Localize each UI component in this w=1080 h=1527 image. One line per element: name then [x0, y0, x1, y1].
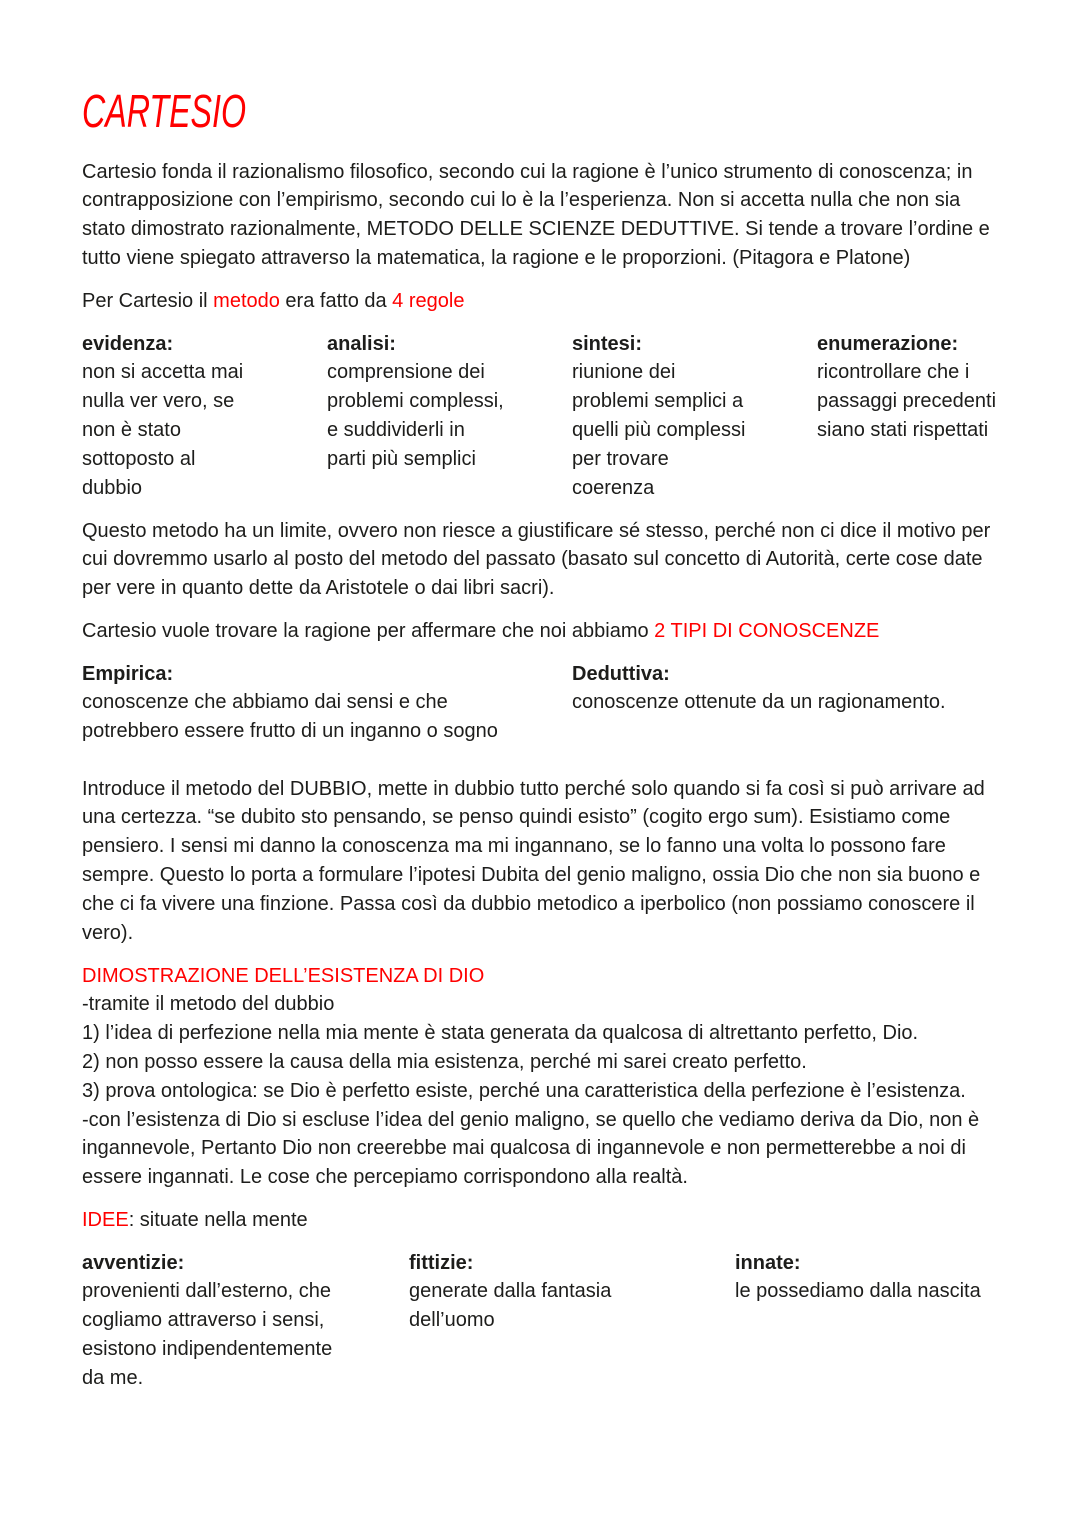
rule-description-line: coerenza	[572, 476, 655, 499]
intro-paragraph	[82, 158, 990, 273]
rule-description-line: non si accetta mai	[82, 361, 244, 384]
god-proof-line: 3) prova ontologica: se Dio è perfetto esiste, perché una caratteristica della perfezione è l’esistenza.	[82, 1079, 966, 1102]
rule-description-line: e suddividerli in	[327, 418, 465, 441]
rule-description-line: ricontrollare che i	[817, 361, 970, 384]
rule-description-line: sottoposto al	[82, 447, 196, 470]
god-proof-line: 1) l’idea di perfezione nella mia mente è stata generata da qualcosa di altrettanto perfetto, Dio.	[82, 1022, 919, 1045]
knowledge-text: Cartesio vuole trovare la ragione per affermare che noi abbiamo	[82, 619, 655, 642]
doubt-paragraph	[82, 775, 985, 948]
ideas-highlight: IDEE	[82, 1208, 129, 1231]
method-text-start: Per Cartesio il	[82, 289, 214, 312]
god-proof-line: ingannevole, Pertanto Dio non creerebbe mai qualcosa di ingannevole e non permetterebbe a noi di	[82, 1137, 966, 1160]
doubt-line: pensiero. I sensi mi danno la conoscenza ma mi ingannano, se lo fanno una volta lo possono fare	[82, 835, 946, 858]
god-proof-heading: DIMOSTRAZIONE DELL’ESISTENZA DI DIO	[82, 964, 485, 987]
god-proof-line: essere ingannati. Le cose che percepiamo corrispondono alla realtà.	[82, 1166, 688, 1189]
ideas-sentence-line	[82, 1206, 308, 1235]
rule-description-line: quelli più complessi	[572, 418, 746, 441]
doubt-line: sempre. Questo lo porta a formulare l’ipotesi Dubita del genio maligno, ossia Dio che non sia buono e	[82, 863, 981, 886]
ideas-sentence	[82, 1206, 308, 1235]
intro-line: stato dimostrato razionalmente, METODO DELLE SCIENZE DEDUTTIVE. Si tende a trovare l’ordine e	[82, 218, 990, 241]
rule-description-line: per trovare	[572, 447, 669, 470]
intro-line: contrapposizione con l’empirismo, secondo cui lo è la l’esperienza. Non si accetta nulla che non sia	[82, 189, 961, 212]
knowledge-column-empirica	[82, 660, 498, 746]
rule-description-line: non è stato	[82, 418, 181, 441]
doubt-line: che ci fa vivere una finzione. Passa così da dubbio metodico a iperbolico (non possiamo conoscere il	[82, 892, 975, 915]
rule-column-analisi	[327, 330, 504, 474]
method-text-middle: era fatto da	[279, 289, 393, 312]
rule-description-line: siano stati rispettati	[817, 418, 989, 441]
rule-description-line: problemi semplici a	[572, 390, 744, 413]
rule-description-line: nulla ver vero, se	[82, 390, 235, 413]
limit-line: per vere in quanto dette da Aristotele o dai libri sacri).	[82, 577, 555, 600]
knowledge-column-deduttiva	[572, 660, 946, 718]
method-sentence-line	[82, 287, 464, 316]
rule-heading: analisi:	[327, 332, 396, 355]
idea-column-avventizie	[82, 1249, 332, 1393]
idea-heading: avventizie:	[82, 1251, 185, 1274]
rule-column-enumerazione	[817, 330, 996, 445]
rule-description-line: riunione dei	[572, 361, 676, 384]
idea-description-line: da me.	[82, 1366, 144, 1389]
page-title: CARTESIO	[82, 85, 247, 137]
idea-heading: innate:	[735, 1251, 801, 1274]
god-proof-line: -tramite il metodo del dubbio	[82, 993, 335, 1016]
knowledge-sentence	[82, 617, 879, 646]
idea-heading: fittizie:	[409, 1251, 474, 1274]
rule-description-line: passaggi precedenti	[817, 390, 997, 413]
god-proof-section	[82, 962, 979, 1192]
doubt-line: una certezza. “se dubito sto pensando, se penso quindi esisto” (cogito ergo sum). Esistiamo come	[82, 806, 951, 829]
knowledge-highlight: 2 TIPI DI CONOSCENZE	[654, 619, 880, 642]
doubt-line: Introduce il metodo del DUBBIO, mette in dubbio tutto perché solo quando si fa così si può arrivare ad	[82, 777, 985, 800]
god-proof-line: 2) non posso essere la causa della mia esistenza, perché mi sarei creato perfetto.	[82, 1050, 807, 1073]
rule-description-line: comprensione dei	[327, 361, 485, 384]
idea-description-line: generate dalla fantasia	[409, 1280, 612, 1303]
rule-description-line: parti più semplici	[327, 447, 476, 470]
doubt-line: vero).	[82, 921, 134, 944]
intro-line: Cartesio fonda il razionalismo filosofico, secondo cui la ragione è l’unico strumento di conoscenza; in	[82, 160, 973, 183]
limit-paragraph	[82, 517, 990, 603]
knowledge-description-line: conoscenze ottenute da un ragionamento.	[572, 691, 946, 714]
rule-heading: enumerazione:	[817, 332, 959, 355]
idea-column-innate	[735, 1249, 981, 1307]
idea-column-fittizie	[409, 1249, 611, 1335]
intro-line: tutto viene spiegato attraverso la matematica, la ragione e le proporzioni. (Pitagora e Platone)	[82, 246, 911, 269]
idea-description-line: provenienti dall’esterno, che	[82, 1280, 332, 1303]
idea-description-line: esistono indipendentemente	[82, 1337, 333, 1360]
method-highlight: metodo	[213, 289, 280, 312]
rules-count-highlight: 4 regole	[392, 289, 465, 312]
ideas-text: : situate nella mente	[128, 1208, 308, 1231]
rule-heading: sintesi:	[572, 332, 643, 355]
knowledge-description-line: potrebbero essere frutto di un inganno o sogno	[82, 720, 498, 743]
rule-description-line: problemi complessi,	[327, 390, 504, 413]
limit-line: Questo metodo ha un limite, ovvero non riesce a giustificare sé stesso, perché non ci dice il motivo per	[82, 519, 991, 542]
rule-description-line: dubbio	[82, 476, 143, 499]
idea-description-line: le possediamo dalla nascita	[735, 1280, 981, 1303]
idea-description-line: cogliamo attraverso i sensi,	[82, 1309, 325, 1332]
method-sentence	[82, 287, 464, 316]
knowledge-sentence-line	[82, 617, 879, 646]
limit-line: cui dovremmo usarlo al posto del metodo del passato (basato sul concetto di Autorità, certe cose date	[82, 548, 983, 571]
god-proof-line: -con l’esistenza di Dio si escluse l’idea del genio maligno, se quello che vediamo deriva da Dio, non è	[82, 1108, 980, 1131]
knowledge-heading: Empirica:	[82, 662, 174, 685]
rule-column-sintesi	[572, 330, 745, 503]
rule-column-evidenza	[82, 330, 243, 503]
rule-heading: evidenza:	[82, 332, 174, 355]
knowledge-description-line: conoscenze che abbiamo dai sensi e che	[82, 691, 448, 714]
knowledge-heading: Deduttiva:	[572, 662, 670, 685]
idea-description-line: dell’uomo	[409, 1309, 495, 1332]
